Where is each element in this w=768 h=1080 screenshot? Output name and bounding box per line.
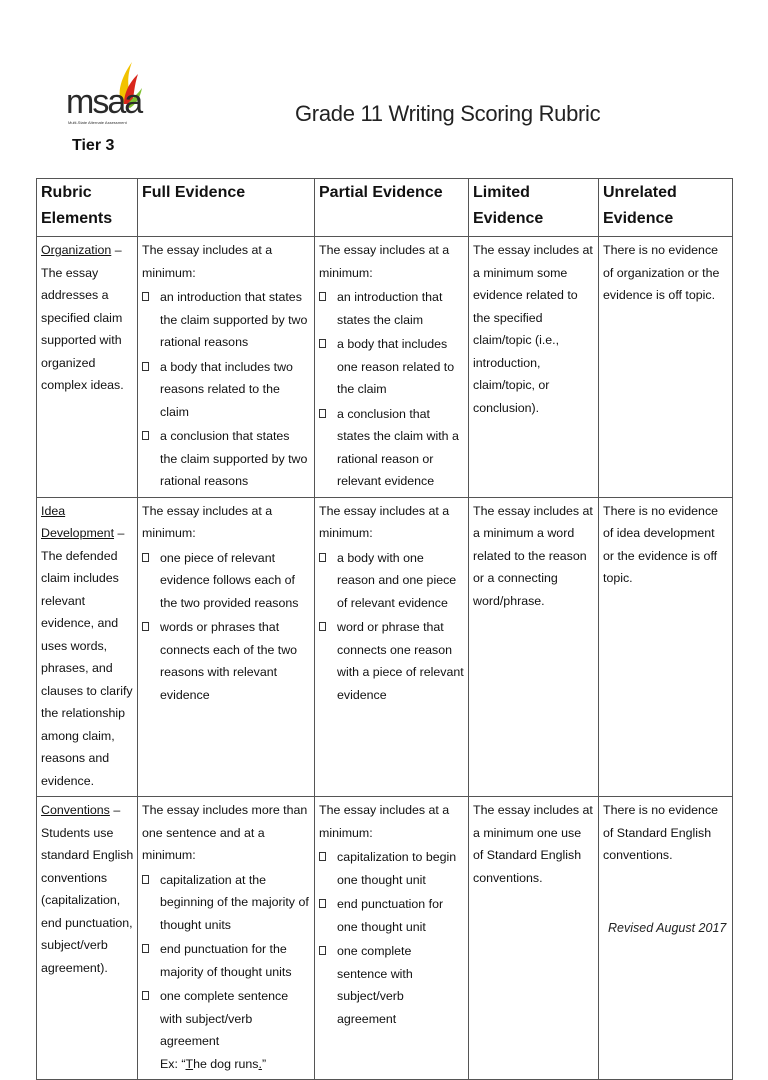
tier-label: Tier 3 xyxy=(72,137,115,154)
criteria-intro: The essay includes at a minimum: xyxy=(142,503,273,540)
criteria-item: a body with one reason and one piece of relevant evidence xyxy=(319,547,464,615)
checkbox-icon xyxy=(319,292,326,301)
criteria-item: one complete sentence with subject/verb agreement xyxy=(142,985,310,1053)
checkbox-icon xyxy=(319,622,326,631)
checkbox-icon xyxy=(142,362,149,371)
criteria-item: a conclusion that states the claim supported by two rational reasons xyxy=(142,425,310,493)
table-row xyxy=(37,797,733,1080)
criteria-item: words or phrases that connects each of the two reasons with relevant evidence xyxy=(142,616,310,706)
col-rubric-elements: Rubric Elements xyxy=(37,179,138,237)
table-row xyxy=(37,237,733,498)
checkbox-icon xyxy=(142,622,149,631)
example-text: Ex: “The dog runs.” xyxy=(160,1056,267,1071)
criteria-intro: The essay includes more than one sentence and at a minimum: xyxy=(142,803,308,862)
checkbox-icon xyxy=(319,339,326,348)
criteria-item: an introduction that states the claim supported by two rational reasons xyxy=(142,286,310,354)
page-title: Grade 11 Writing Scoring Rubric xyxy=(295,101,601,126)
criteria-item: one piece of relevant evidence follows each of the two provided reasons xyxy=(142,547,310,615)
criteria-item: end punctuation for one thought unit xyxy=(319,893,464,938)
checkbox-icon xyxy=(319,899,326,908)
limited-evidence-cell: The essay includes at a minimum some evidence related to the specified claim/topic (i.e., introduction, claim/topic, or conclusion). xyxy=(469,237,599,498)
checkbox-icon xyxy=(142,991,149,1000)
partial-evidence-cell xyxy=(315,237,469,498)
limited-evidence-cell: The essay includes at a minimum a word related to the reason or a connecting word/phrase. xyxy=(469,497,599,797)
col-unrelated-evidence: Unrelated Evidence xyxy=(599,179,733,237)
element-desc: – The essay addresses a specified claim supported with organized complex ideas. xyxy=(41,243,124,392)
msaa-logo xyxy=(66,58,146,130)
header-row xyxy=(37,179,733,237)
logo-wordmark: msaa xyxy=(66,83,142,121)
criteria-item: an introduction that states the claim xyxy=(319,286,464,331)
full-evidence-cell xyxy=(138,497,315,797)
criteria-item: a conclusion that states the claim with a rational reason or relevant evidence xyxy=(319,403,464,493)
element-title: Idea Development xyxy=(41,503,115,540)
unrelated-evidence-cell: There is no evidence of idea development or the evidence is off topic. xyxy=(599,497,733,797)
element-title: Organization xyxy=(41,243,112,257)
criteria-item: word or phrase that connects one reason with a piece of relevant evidence xyxy=(319,616,464,706)
full-evidence-cell xyxy=(138,237,315,498)
element-title: Conventions xyxy=(41,803,110,817)
rubric-element-cell xyxy=(37,497,138,797)
checkbox-icon xyxy=(142,875,149,884)
criteria-item: capitalization at the beginning of the majority of thought units xyxy=(142,869,310,937)
criteria-intro: The essay includes at a minimum: xyxy=(142,243,273,280)
checkbox-icon xyxy=(319,553,326,562)
element-desc: – Students use standard English conventions (capitalization, end punctuation, subject/verb agreement). xyxy=(41,803,134,975)
rubric-element-cell xyxy=(37,237,138,498)
checkbox-icon xyxy=(142,944,149,953)
criteria-item: capitalization to begin one thought unit xyxy=(319,846,464,891)
full-evidence-cell xyxy=(138,797,315,1080)
rubric-element-cell xyxy=(37,797,138,1080)
checkbox-icon xyxy=(319,946,326,955)
rubric-table xyxy=(36,178,733,1080)
unrelated-evidence-cell: There is no evidence of Standard English conventions. xyxy=(599,797,733,1080)
criteria-item: a body that includes one reason related to the claim xyxy=(319,333,464,401)
revised-date: Revised August 2017 xyxy=(608,921,727,935)
col-partial-evidence: Partial Evidence xyxy=(315,179,469,237)
logo-subtext: Multi-State Alternate Assessment xyxy=(68,120,127,125)
checkbox-icon xyxy=(142,553,149,562)
criteria-intro: The essay includes at a minimum: xyxy=(319,803,450,840)
col-full-evidence: Full Evidence xyxy=(138,179,315,237)
criteria-intro: The essay includes at a minimum: xyxy=(319,503,450,540)
checkbox-icon xyxy=(142,292,149,301)
element-desc: – The defended claim includes relevant evidence, and uses words, phrases, and clauses to clarify the relationship among claim, reasons and evidence. xyxy=(41,526,133,788)
unrelated-evidence-cell: There is no evidence of organization or the evidence is off topic. xyxy=(599,237,733,498)
partial-evidence-cell xyxy=(315,497,469,797)
limited-evidence-cell: The essay includes at a minimum one use of Standard English conventions. xyxy=(469,797,599,1080)
criteria-item: one complete sentence with subject/verb agreement xyxy=(319,940,464,1030)
criteria-item: a body that includes two reasons related to the claim xyxy=(142,356,310,424)
col-limited-evidence: Limited Evidence xyxy=(469,179,599,237)
partial-evidence-cell xyxy=(315,797,469,1080)
checkbox-icon xyxy=(319,409,326,418)
criteria-item: end punctuation for the majority of thought units xyxy=(142,938,310,983)
criteria-intro: The essay includes at a minimum: xyxy=(319,243,450,280)
checkbox-icon xyxy=(142,431,149,440)
table-row xyxy=(37,497,733,797)
checkbox-icon xyxy=(319,852,326,861)
